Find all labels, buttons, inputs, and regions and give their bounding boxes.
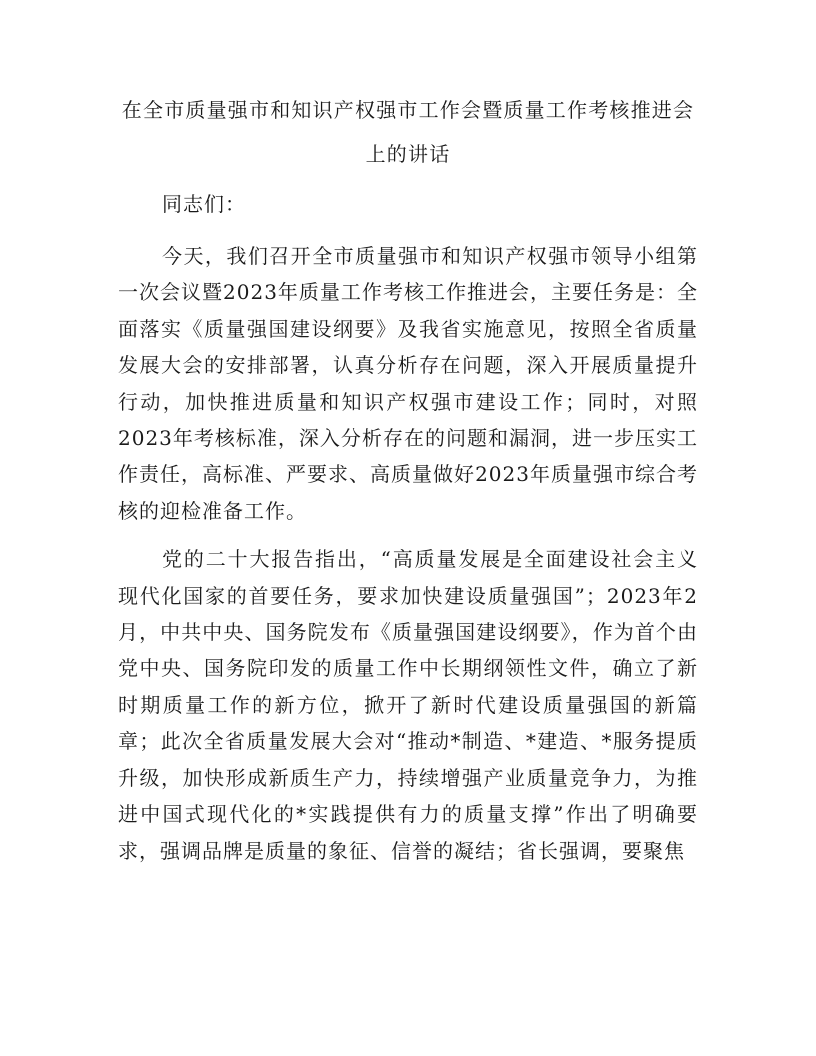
paragraph-intro: 今天，我们召开全市质量强市和知识产权强市领导小组第一次会议暨2023年质量工作考核工作推进会，主要任务是：全面落实《质量强国建设纲要》及我省实施意见，按照全省质量发展大会的安排部署，认真分析存在问题，深入开展质量提升行动，加快推进质量和知识产权强市建设工作；同时，对照2023年考核标准，深入分析存在的问题和漏洞，进一步压实工作责任，高标准、严要求、高质量做好2023年质量强市综合考核的迎检准备工作。 bbox=[118, 244, 698, 523]
paragraph-report: 党的二十大报告指出，“高质量发展是全面建设社会主义现代化国家的首要任务，要求加快建设质量强国”；2023年2月，中共中央、国务院发布《质量强国建设纲要》，作为首个由党中央、国务院印发的质量工作中长期纲领性文件，确立了新时期质量工作的新方位，掀开了新时代建设质量强国的新篇章；此次全省质量发展大会对“推动*制造、*建造、*服务提质升级，加快形成新质生产力，持续增强产业质量竞争力，为推进中国式现代化的*实践提供有力的质量支撑”作出了明确要求，强调品牌是质量的象征、信誉的凝结；省长强调，要聚焦 bbox=[118, 547, 698, 863]
document-body bbox=[118, 88, 698, 869]
salutation: 同志们： bbox=[162, 192, 246, 216]
page-title: 在全市质量强市和知识产权强市工作会暨质量工作考核推进会上的讲话 bbox=[121, 98, 695, 166]
